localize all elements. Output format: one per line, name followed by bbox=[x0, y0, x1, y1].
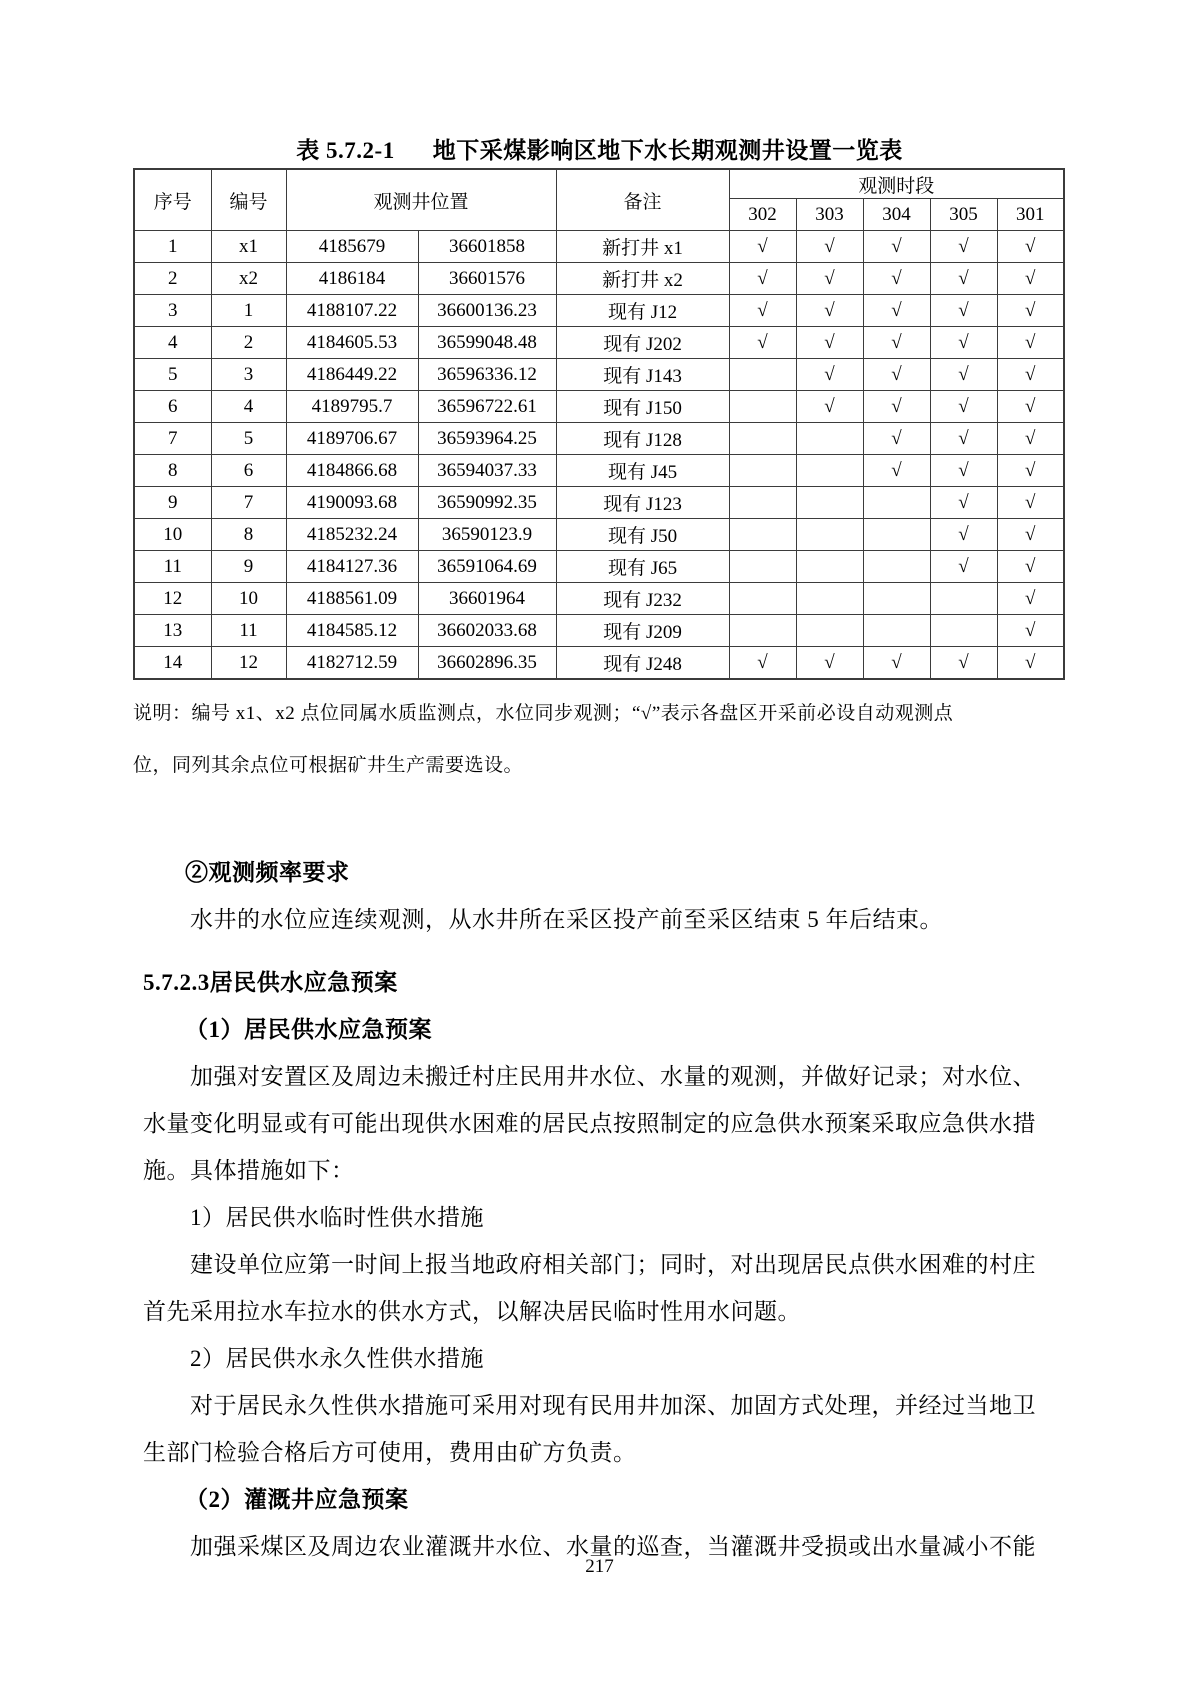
cell-check-302 bbox=[729, 359, 796, 391]
cell-coord-y: 36590992.35 bbox=[418, 487, 556, 519]
cell-coord-y: 36590123.9 bbox=[418, 519, 556, 551]
cell-check-305 bbox=[930, 583, 997, 615]
cell-check-304 bbox=[863, 487, 930, 519]
col-header-remark: 备注 bbox=[556, 169, 729, 231]
table-row bbox=[134, 519, 1064, 551]
cell-check-303: √ bbox=[796, 231, 863, 263]
cell-remark: 现有 J143 bbox=[556, 359, 729, 391]
cell-seq: 8 bbox=[134, 455, 211, 487]
cell-check-304: √ bbox=[863, 647, 930, 680]
paragraph-line: 对于居民永久性供水措施可采用对现有民用井加深、加固方式处理，并经过当地卫 bbox=[190, 1393, 1036, 1418]
cell-coord-y: 36601576 bbox=[418, 263, 556, 295]
cell-coord-x: 4184585.12 bbox=[286, 615, 418, 647]
col-header-301: 301 bbox=[997, 199, 1064, 231]
cell-check-305: √ bbox=[930, 391, 997, 423]
paragraph-line: 施。具体措施如下： bbox=[143, 1158, 355, 1183]
table-row bbox=[134, 647, 1064, 680]
cell-check-302 bbox=[729, 391, 796, 423]
cell-check-302: √ bbox=[729, 647, 796, 680]
cell-coord-y: 36593964.25 bbox=[418, 423, 556, 455]
cell-check-301: √ bbox=[997, 551, 1064, 583]
cell-coord-x: 4182712.59 bbox=[286, 647, 418, 680]
cell-check-304: √ bbox=[863, 327, 930, 359]
cell-code: 2 bbox=[211, 327, 286, 359]
cell-seq: 3 bbox=[134, 295, 211, 327]
cell-coord-x: 4188561.09 bbox=[286, 583, 418, 615]
cell-check-302 bbox=[729, 583, 796, 615]
table-row bbox=[134, 583, 1064, 615]
heading-2-irrigation-well-plan: （2）灌溉井应急预案 bbox=[185, 1487, 409, 1512]
cell-check-304: √ bbox=[863, 423, 930, 455]
cell-code: 7 bbox=[211, 487, 286, 519]
cell-check-303 bbox=[796, 615, 863, 647]
cell-check-305: √ bbox=[930, 359, 997, 391]
cell-code: 3 bbox=[211, 359, 286, 391]
cell-remark: 现有 J128 bbox=[556, 423, 729, 455]
table-row bbox=[134, 423, 1064, 455]
cell-coord-y: 36601858 bbox=[418, 231, 556, 263]
cell-seq: 2 bbox=[134, 263, 211, 295]
cell-check-302 bbox=[729, 487, 796, 519]
cell-remark: 现有 J202 bbox=[556, 327, 729, 359]
table-caption bbox=[133, 136, 1066, 166]
cell-code: 10 bbox=[211, 583, 286, 615]
cell-seq: 9 bbox=[134, 487, 211, 519]
paragraph-line: 加强采煤区及周边农业灌溉井水位、水量的巡查，当灌溉井受损或出水量减小不能 bbox=[190, 1534, 1036, 1559]
cell-code: 6 bbox=[211, 455, 286, 487]
cell-remark: 现有 J12 bbox=[556, 295, 729, 327]
cell-check-304: √ bbox=[863, 295, 930, 327]
cell-remark: 现有 J45 bbox=[556, 455, 729, 487]
col-header-code: 编号 bbox=[211, 169, 286, 231]
cell-remark: 现有 J123 bbox=[556, 487, 729, 519]
heading-1-resident-water-plan: （1）居民供水应急预案 bbox=[185, 1017, 432, 1042]
cell-check-303 bbox=[796, 455, 863, 487]
cell-check-304 bbox=[863, 519, 930, 551]
cell-seq: 6 bbox=[134, 391, 211, 423]
col-header-302: 302 bbox=[729, 199, 796, 231]
cell-check-301: √ bbox=[997, 295, 1064, 327]
cell-seq: 13 bbox=[134, 615, 211, 647]
cell-coord-x: 4186449.22 bbox=[286, 359, 418, 391]
subheading-permanent-supply: 2）居民供水永久性供水措施 bbox=[190, 1346, 484, 1371]
cell-check-303 bbox=[796, 551, 863, 583]
table-row bbox=[134, 359, 1064, 391]
heading-observation-frequency: ②观测频率要求 bbox=[185, 860, 350, 885]
cell-coord-x: 4184127.36 bbox=[286, 551, 418, 583]
col-header-305: 305 bbox=[930, 199, 997, 231]
cell-check-305: √ bbox=[930, 519, 997, 551]
heading-5-7-2-3: 5.7.2.3居民供水应急预案 bbox=[143, 970, 398, 995]
cell-check-305: √ bbox=[930, 295, 997, 327]
paragraph-line: 加强对安置区及周边未搬迁村庄民用井水位、水量的观测，并做好记录；对水位、 bbox=[190, 1064, 1036, 1089]
cell-check-305: √ bbox=[930, 551, 997, 583]
cell-coord-x: 4189795.7 bbox=[286, 391, 418, 423]
cell-check-301: √ bbox=[997, 615, 1064, 647]
table-row bbox=[134, 551, 1064, 583]
cell-check-302 bbox=[729, 615, 796, 647]
cell-check-303: √ bbox=[796, 647, 863, 680]
cell-check-301: √ bbox=[997, 455, 1064, 487]
cell-seq: 14 bbox=[134, 647, 211, 680]
cell-code: 11 bbox=[211, 615, 286, 647]
cell-check-305: √ bbox=[930, 327, 997, 359]
cell-remark: 现有 J150 bbox=[556, 391, 729, 423]
cell-seq: 7 bbox=[134, 423, 211, 455]
cell-check-305: √ bbox=[930, 231, 997, 263]
cell-check-304 bbox=[863, 551, 930, 583]
cell-check-302 bbox=[729, 519, 796, 551]
cell-coord-x: 4184866.68 bbox=[286, 455, 418, 487]
cell-check-301: √ bbox=[997, 423, 1064, 455]
cell-coord-y: 36602033.68 bbox=[418, 615, 556, 647]
cell-check-303 bbox=[796, 519, 863, 551]
cell-remark: 新打井 x2 bbox=[556, 263, 729, 295]
cell-coord-x: 4188107.22 bbox=[286, 295, 418, 327]
cell-check-302: √ bbox=[729, 295, 796, 327]
cell-check-303: √ bbox=[796, 295, 863, 327]
cell-coord-y: 36594037.33 bbox=[418, 455, 556, 487]
cell-code: 5 bbox=[211, 423, 286, 455]
cell-check-302 bbox=[729, 455, 796, 487]
table-row bbox=[134, 231, 1064, 263]
cell-remark: 现有 J50 bbox=[556, 519, 729, 551]
cell-check-302: √ bbox=[729, 263, 796, 295]
cell-check-303: √ bbox=[796, 263, 863, 295]
cell-coord-y: 36596336.12 bbox=[418, 359, 556, 391]
cell-code: x2 bbox=[211, 263, 286, 295]
cell-coord-y: 36602896.35 bbox=[418, 647, 556, 680]
cell-check-303: √ bbox=[796, 327, 863, 359]
table-row bbox=[134, 391, 1064, 423]
cell-check-303 bbox=[796, 487, 863, 519]
document-body bbox=[133, 849, 1066, 1570]
cell-check-301: √ bbox=[997, 647, 1064, 680]
cell-remark: 新打井 x1 bbox=[556, 231, 729, 263]
cell-coord-y: 36591064.69 bbox=[418, 551, 556, 583]
table-row bbox=[134, 487, 1064, 519]
cell-coord-y: 36600136.23 bbox=[418, 295, 556, 327]
cell-remark: 现有 J232 bbox=[556, 583, 729, 615]
cell-remark: 现有 J209 bbox=[556, 615, 729, 647]
table-row bbox=[134, 295, 1064, 327]
cell-check-301: √ bbox=[997, 263, 1064, 295]
cell-check-301: √ bbox=[997, 231, 1064, 263]
cell-seq: 5 bbox=[134, 359, 211, 391]
cell-check-302 bbox=[729, 423, 796, 455]
cell-code: 12 bbox=[211, 647, 286, 680]
cell-check-301: √ bbox=[997, 487, 1064, 519]
cell-code: 1 bbox=[211, 295, 286, 327]
paragraph-line: 首先采用拉水车拉水的供水方式，以解决居民临时性用水问题。 bbox=[143, 1299, 801, 1324]
table-note-line: 位，同列其余点位可根据矿井生产需要选设。 bbox=[133, 755, 524, 776]
cell-coord-y: 36596722.61 bbox=[418, 391, 556, 423]
table-note bbox=[133, 688, 1066, 792]
cell-check-305: √ bbox=[930, 263, 997, 295]
cell-check-302: √ bbox=[729, 231, 796, 263]
cell-coord-x: 4186184 bbox=[286, 263, 418, 295]
cell-check-301: √ bbox=[997, 359, 1064, 391]
table-row bbox=[134, 263, 1064, 295]
cell-check-305 bbox=[930, 615, 997, 647]
cell-coord-x: 4185679 bbox=[286, 231, 418, 263]
cell-check-303: √ bbox=[796, 391, 863, 423]
table-row bbox=[134, 615, 1064, 647]
col-header-period: 观测时段 bbox=[729, 169, 1064, 199]
cell-code: 4 bbox=[211, 391, 286, 423]
paragraph-line: 水量变化明显或有可能出现供水困难的居民点按照制定的应急供水预案采取应急供水措 bbox=[143, 1111, 1036, 1136]
cell-check-304: √ bbox=[863, 391, 930, 423]
cell-check-303 bbox=[796, 423, 863, 455]
table-caption-label: 表 5.7.2-1 bbox=[296, 138, 395, 163]
paragraph-line: 水井的水位应连续观测，从水井所在采区投产前至采区结束 5 年后结束。 bbox=[190, 907, 943, 932]
cell-coord-x: 4185232.24 bbox=[286, 519, 418, 551]
col-header-location: 观测井位置 bbox=[286, 169, 556, 231]
cell-check-305: √ bbox=[930, 455, 997, 487]
subheading-temporary-supply: 1）居民供水临时性供水措施 bbox=[190, 1205, 484, 1230]
cell-check-303: √ bbox=[796, 359, 863, 391]
cell-remark: 现有 J65 bbox=[556, 551, 729, 583]
cell-check-303 bbox=[796, 583, 863, 615]
table-note-line: 说明：编号 x1、x2 点位同属水质监测点，水位同步观测；“√”表示各盘区开采前必设自动观测点 bbox=[133, 703, 954, 724]
cell-check-301: √ bbox=[997, 327, 1064, 359]
observation-wells-table bbox=[133, 168, 1065, 680]
table-row bbox=[134, 455, 1064, 487]
cell-coord-y: 36599048.48 bbox=[418, 327, 556, 359]
cell-check-301: √ bbox=[997, 519, 1064, 551]
cell-check-305: √ bbox=[930, 487, 997, 519]
cell-remark: 现有 J248 bbox=[556, 647, 729, 680]
cell-check-301: √ bbox=[997, 391, 1064, 423]
cell-check-304 bbox=[863, 583, 930, 615]
cell-check-302 bbox=[729, 551, 796, 583]
cell-coord-x: 4189706.67 bbox=[286, 423, 418, 455]
cell-coord-x: 4184605.53 bbox=[286, 327, 418, 359]
cell-seq: 1 bbox=[134, 231, 211, 263]
cell-coord-x: 4190093.68 bbox=[286, 487, 418, 519]
cell-check-304: √ bbox=[863, 359, 930, 391]
col-header-303: 303 bbox=[796, 199, 863, 231]
table-caption-title: 地下采煤影响区地下水长期观测井设置一览表 bbox=[432, 138, 903, 163]
cell-check-304 bbox=[863, 615, 930, 647]
cell-seq: 4 bbox=[134, 327, 211, 359]
cell-check-304: √ bbox=[863, 455, 930, 487]
col-header-304: 304 bbox=[863, 199, 930, 231]
cell-check-302: √ bbox=[729, 327, 796, 359]
cell-code: 9 bbox=[211, 551, 286, 583]
cell-check-301: √ bbox=[997, 583, 1064, 615]
cell-seq: 11 bbox=[134, 551, 211, 583]
page-number: 217 bbox=[585, 1556, 614, 1577]
cell-seq: 12 bbox=[134, 583, 211, 615]
table-row bbox=[134, 327, 1064, 359]
cell-code: 8 bbox=[211, 519, 286, 551]
paragraph-line: 生部门检验合格后方可使用，费用由矿方负责。 bbox=[143, 1440, 637, 1465]
cell-seq: 10 bbox=[134, 519, 211, 551]
cell-code: x1 bbox=[211, 231, 286, 263]
paragraph-line: 建设单位应第一时间上报当地政府相关部门；同时，对出现居民点供水困难的村庄 bbox=[190, 1252, 1036, 1277]
cell-coord-y: 36601964 bbox=[418, 583, 556, 615]
cell-check-304: √ bbox=[863, 263, 930, 295]
cell-check-305: √ bbox=[930, 423, 997, 455]
cell-check-305: √ bbox=[930, 647, 997, 680]
cell-check-304: √ bbox=[863, 231, 930, 263]
col-header-seq: 序号 bbox=[134, 169, 211, 231]
